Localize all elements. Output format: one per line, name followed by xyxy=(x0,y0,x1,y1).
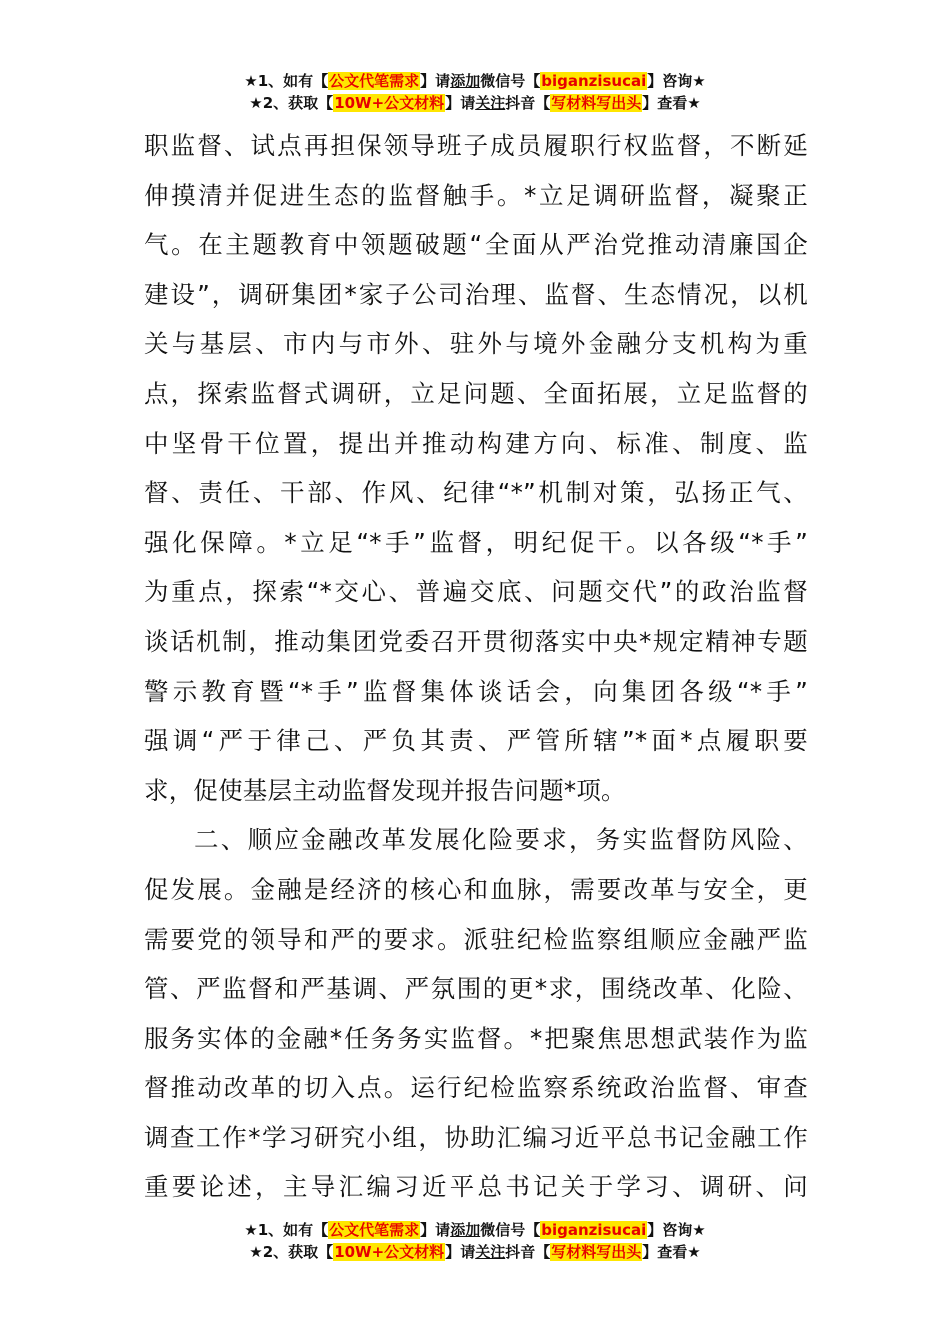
footer-line1-post: 】咨询★ xyxy=(647,1221,706,1239)
body-line-19: 服务实体的金融*任务务实监督。*把聚焦思想武装作为监 xyxy=(144,1023,808,1053)
body-line-21: 调查工作*学习研究小组，协助汇编习近平总书记金融工作 xyxy=(144,1122,808,1152)
body-line-2: 伸摸清并促进生态的监督触手。*立足调研监督，凝聚正 xyxy=(144,180,808,210)
header-line-1 xyxy=(0,70,950,92)
body-line-10: 为重点，探索“*交心、普遍交底、问题交代”的政治监督 xyxy=(144,577,808,607)
footer-line-1 xyxy=(0,1219,950,1241)
header-line2-pre: ★2、获取【 xyxy=(249,94,334,112)
body-line-11: 谈话机制，推动集团党委召开贯彻落实中央*规定精神专题 xyxy=(144,626,808,656)
body-line-20: 督推动改革的切入点。运行纪检监察系统政治监督、审查 xyxy=(144,1073,808,1103)
footer-line2-mid1: 】请 xyxy=(445,1243,476,1261)
footer-line1-mid2: 微信号【 xyxy=(480,1221,541,1239)
footer-line2-highlight-materials: 10W+公文材料 xyxy=(334,1243,445,1261)
header-line1-underline: 添加 xyxy=(450,72,481,90)
header-banner xyxy=(0,70,950,114)
section-heading-2: 二、顺应金融改革发展化险要求，务实监督防风险、 xyxy=(194,825,808,855)
body-line-22: 重要论述，主导汇编习近平总书记关于学习、调研、问 xyxy=(144,1172,808,1202)
footer-banner xyxy=(0,1219,950,1263)
header-line2-post: 】查看★ xyxy=(642,94,701,112)
document-body xyxy=(144,121,808,1212)
header-line1-post: 】咨询★ xyxy=(647,72,706,90)
header-line1-mid2: 微信号【 xyxy=(480,72,541,90)
body-line-17: 需要党的领导和严的要求。派驻纪检监察组顺应金融严监 xyxy=(144,924,808,954)
body-line-12: 警示教育暨“*手”监督集体谈话会，向集团各级“*手” xyxy=(144,676,808,706)
body-line-16: 促发展。金融是经济的核心和血脉，需要改革与安全，更 xyxy=(144,874,808,904)
footer-line1-underline: 添加 xyxy=(450,1221,481,1239)
header-line1-mid1: 】请 xyxy=(420,72,451,90)
body-line-18: 管、严监督和严基调、严氛围的更*求，围绕改革、化险、 xyxy=(144,974,808,1004)
header-line1-highlight-wechat: biganzisucai xyxy=(541,72,647,90)
header-line2-mid1: 】请 xyxy=(445,94,476,112)
header-line1-pre: ★1、如有【 xyxy=(244,72,329,90)
footer-line2-post: 】查看★ xyxy=(642,1243,701,1261)
footer-line1-highlight-service: 公文代笔需求 xyxy=(329,1221,420,1239)
body-line-8: 督、责任、干部、作风、纪律“*”机制对策，弘扬正气、 xyxy=(144,478,808,508)
header-line1-highlight-service: 公文代笔需求 xyxy=(329,72,420,90)
body-line-13: 强调“严于律己、严负其责、严管所辖”*面*点履职要 xyxy=(144,726,808,756)
footer-line1-pre: ★1、如有【 xyxy=(244,1221,329,1239)
footer-line-2 xyxy=(0,1241,950,1263)
header-line2-highlight-materials: 10W+公文材料 xyxy=(334,94,445,112)
footer-line2-highlight-douyin: 写材料写出头 xyxy=(551,1243,642,1261)
body-line-3: 气。在主题教育中领题破题“全面从严治党推动清廉国企 xyxy=(144,230,808,260)
body-line-6: 点，探索监督式调研，立足问题、全面拓展，立足监督的 xyxy=(144,378,808,408)
body-line-1: 职监督、试点再担保领导班子成员履职行权监督，不断延 xyxy=(144,131,808,160)
footer-line2-mid2: 抖音【 xyxy=(505,1243,551,1261)
footer-line2-underline: 关注 xyxy=(475,1243,506,1261)
header-line2-mid2: 抖音【 xyxy=(505,94,551,112)
header-line2-highlight-douyin: 写材料写出头 xyxy=(551,94,642,112)
header-line-2 xyxy=(0,92,950,114)
footer-line2-pre: ★2、获取【 xyxy=(249,1243,334,1261)
header-line2-underline: 关注 xyxy=(475,94,506,112)
footer-line1-mid1: 】请 xyxy=(420,1221,451,1239)
body-line-9: 强化保障。*立足“*手”监督，明纪促干。以各级“*手” xyxy=(144,527,808,557)
body-line-5: 关与基层、市内与市外、驻外与境外金融分支机构为重 xyxy=(144,329,808,359)
footer-line1-highlight-wechat: biganzisucai xyxy=(541,1221,647,1239)
body-line-14: 求，促使基层主动监督发现并报告问题*项。 xyxy=(144,775,626,805)
body-line-4: 建设”，调研集团*家子公司治理、监督、生态情况，以机 xyxy=(144,279,808,309)
body-line-7: 中坚骨干位置，提出并推动构建方向、标准、制度、监 xyxy=(144,428,808,458)
